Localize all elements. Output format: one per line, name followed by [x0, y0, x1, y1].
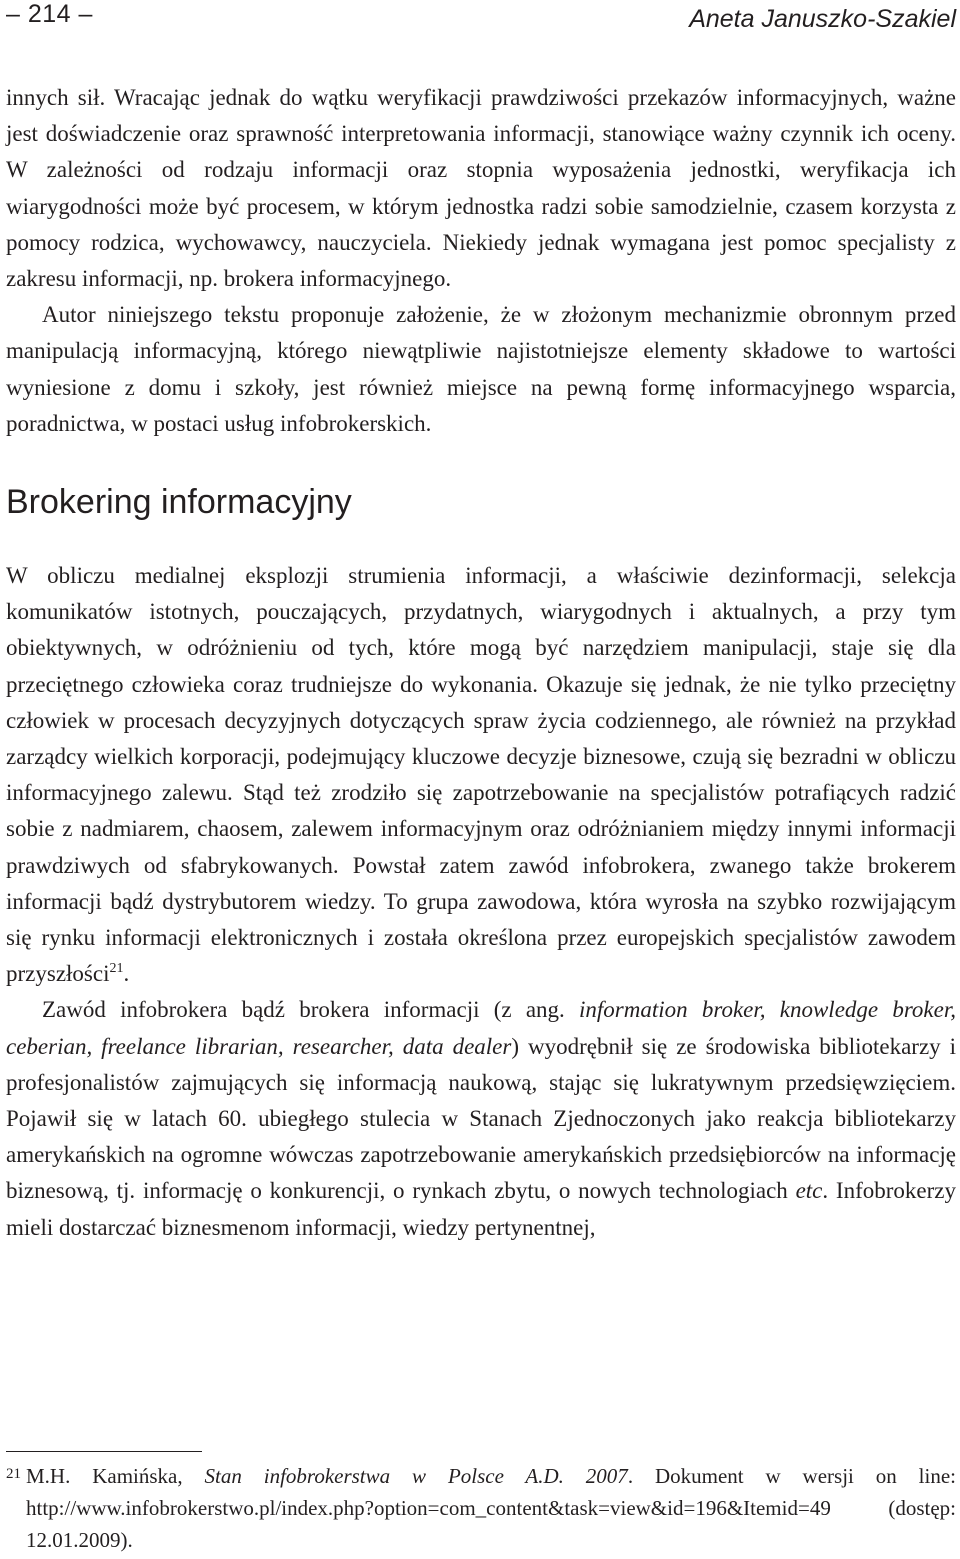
paragraph-brokering-intro [6, 558, 956, 992]
footnote-number: 21 [6, 1466, 21, 1482]
paragraph-end: . [123, 961, 130, 987]
body-text [6, 80, 956, 1246]
page-number: – 214 – [6, 0, 93, 28]
footnote-reference[interactable]: 21 [109, 961, 124, 977]
running-head-author: Aneta Januszko-Szakiel [689, 5, 956, 33]
page-header [0, 0, 960, 40]
paragraph-text-end: . Infobrokerzy mieli dostarczać biznesmenom informacji, wiedzy pertynentnej, [6, 1178, 956, 1240]
paragraph-text-start: Zawód infobrokera bądź brokera informacji (z ang. [42, 997, 580, 1023]
section-heading: Brokering informacyjny [6, 483, 352, 522]
footnote-title: Stan infobrokerstwa w Polsce A.D. 2007 [204, 1464, 628, 1488]
footnote-separator [6, 1451, 202, 1452]
footnote-author: M.H. Kamińska, [26, 1464, 205, 1488]
footnote-body [26, 1460, 956, 1556]
paragraph-author-assumption: Autor niniejszego tekstu proponuje założenie, że w złożonym mechanizmie obronnym przed manipulacją informacyjną, którego niewątpliwie najistotniejsze elementy składowe to wartości wyniesione z domu i szkoły, jest również miejsce na pewną formę informacyjnego wsparcia, poradnictwa, w postaci usług infobrokerskich. [6, 302, 956, 436]
paragraph-text-middle: ) wyodrębnił się ze środowiska bibliotekarzy i profesjonalistów zajmujących się informacją naukową, stając się lukratywnym przedsięwzięciem. Pojawił się w latach 60. ubiegłego stulecia w Stanach Zjednoczonych jako reakcja bibliotekarzy amerykańskich na ogromne wówczas zapotrzebowanie amerykańskich przedsiębiorców na informację biznesową, tj. informację o konkurencji, o rynkach zbytu, o nowych technologiach [6, 1033, 957, 1204]
footnote [6, 1460, 956, 1556]
paragraph-continuation: innych sił. Wracając jednak do wątku weryfikacji prawdziwości przekazów informacyjnych, ważne jest doświadczenie oraz sprawność interpretowania informacji, stanowiące ważny czynnik ich oceny. W zależności od rodzaju informacji oraz stopnia wyposażenia jednostki, weryfikacja ich wiarygodności może być procesem, w którym jednostka radzi sobie samodzielnie, czasem korzysta z pomocy rodzica, wychowawcy, nauczyciela. Niekiedy jednak wymagana jest pomoc specjalisty z zakresu informacji, np. brokera informacyjnego. [6, 85, 956, 292]
paragraph-text: W obliczu medialnej eksplozji strumienia informacji, a właściwie dezinformacji, selekcja komunikatów istotnych, pouczających, przydatnych, wiarygodnych i aktualnych, a przy tym obiektywnych, w odróżnieniu od tych, które mogą być narzędziem manipulacji, staje się dla przeciętnego człowieka coraz trudniejsze do wykonania. Okazuje się jednak, że nie tylko przeciętny człowiek w procesach decyzyjnych dotyczących spraw życia codziennego, ale również na przykład zarządcy wielkich korporacji, podejmujący kluczowe decyzje biznesowe, czują się bezradni w obliczu informacyjnego zalewu. Stąd też zrodziło się zapotrzebowanie na specjalistów potrafiących radzić sobie z nadmiarem, chaosem, zalewem informacyjnym oraz odróżnianiem między innymi informacji prawdziwych od sfabrykowanych. Powstał zatem zawód infobrokera, zwanego także brokerem informacji bądź dystrybutorem wiedzy. To grupa zawodowa, która wyrosła na szybko rozwijającym się rynku informacji elektronicznych i została określona przez europejskich specjalistów zawodem przyszłości [6, 563, 956, 987]
english-terms: information broker, knowledge broker, ceberian, freelance librarian, researcher, data dealer [6, 997, 956, 1059]
etc-abbreviation: etc [795, 1178, 823, 1204]
paragraph-infobroker-profession [6, 992, 956, 1245]
footnote-rest: . Dokument w wersji on line: http://www.infobrokerstwo.pl/index.php?option=com_content&task=view&id=196&Itemid=49 (dostęp: 12.01.2009). [26, 1464, 956, 1552]
